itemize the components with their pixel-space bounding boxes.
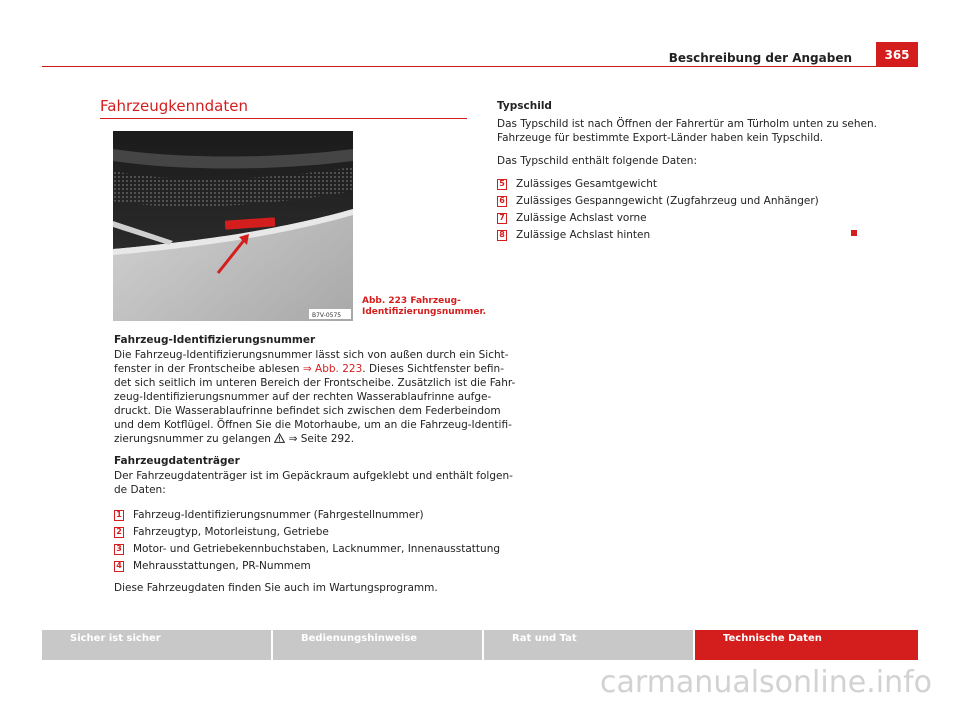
list-item: 3 Motor- und Getriebekennbuchstaben, Lacknummer, Innenausstattung bbox=[114, 542, 500, 556]
list-item: 6 Zulässiges Gespanngewicht (Zugfahrzeug und Anhänger) bbox=[497, 194, 819, 208]
section-end-marker bbox=[851, 230, 857, 236]
footer-tab-technische-daten[interactable]: Technische Daten bbox=[695, 630, 918, 660]
number-badge: 7 bbox=[497, 213, 507, 224]
number-badge: 4 bbox=[114, 561, 124, 572]
vin-line-5: druckt. Die Wasserablaufrinne befindet sich zwischen dem Federbeindom bbox=[114, 405, 501, 417]
datentraeger-heading: Fahrzeugdatenträger bbox=[114, 455, 240, 467]
vin-heading: Fahrzeug-Identifizierungsnummer bbox=[114, 334, 316, 346]
vin-line-3: det sich seitlich im unteren Bereich der Frontscheibe. Zusätzlich ist die Fahr- bbox=[114, 377, 516, 389]
number-badge: 8 bbox=[497, 230, 507, 241]
list-item: 2 Fahrzeugtyp, Motorleistung, Getriebe bbox=[114, 525, 329, 539]
warning-icon bbox=[274, 433, 285, 443]
number-badge: 3 bbox=[114, 544, 124, 555]
figure-ref-link[interactable]: ⇒ Abb. 223 bbox=[302, 363, 363, 375]
typschild-line-2: Fahrzeuge für bestimmte Export-Länder haben kein Typschild. bbox=[497, 132, 824, 144]
typschild-line-1: Das Typschild ist nach Öffnen der Fahrertür am Türholm unten zu sehen. bbox=[497, 118, 877, 130]
figure-code: B7V-0575 bbox=[312, 312, 342, 319]
number-badge: 1 bbox=[114, 510, 124, 521]
vin-line-2: fenster in der Frontscheibe ablesen ⇒ Abb. 223. Dieses Sichtfenster befin- bbox=[114, 363, 504, 375]
watermark: carmanualsonline.info bbox=[600, 665, 932, 700]
section-rule bbox=[100, 118, 467, 119]
footer-tab-rat[interactable]: Rat und Tat bbox=[484, 630, 693, 660]
vin-line-7: zierungsnummer zu gelangen ⇒ Seite 292. bbox=[114, 433, 355, 445]
header-rule bbox=[42, 66, 918, 67]
list-item: 7 Zulässige Achslast vorne bbox=[497, 211, 647, 225]
figure-caption: Abb. 223 Fahrzeug-Identifizierungsnummer. bbox=[362, 296, 487, 317]
number-badge: 5 bbox=[497, 179, 507, 190]
datentraeger-line-2: de Daten: bbox=[114, 484, 166, 496]
list-item: 1 Fahrzeug-Identifizierungsnummer (Fahrgestellnummer) bbox=[114, 508, 424, 522]
vin-line-6: und dem Kotflügel. Öffnen Sie die Motorhaube, um an die Fahrzeug-Identifi- bbox=[114, 419, 512, 431]
page-number: 365 bbox=[876, 42, 918, 67]
typschild-heading: Typschild bbox=[497, 100, 552, 112]
vin-line-1: Die Fahrzeug-Identifizierungsnummer lässt sich von außen durch ein Sicht- bbox=[114, 349, 509, 361]
footer-nav bbox=[42, 630, 918, 660]
figure-windshield-vin bbox=[113, 131, 353, 321]
list-item: 4 Mehrausstattungen, PR-Nummem bbox=[114, 559, 311, 573]
vin-line-4: zeug-Identifizierungsnummer auf der rechten Wasserablaufrinne aufge- bbox=[114, 391, 492, 403]
datentraeger-line-1: Der Fahrzeugdatenträger ist im Gepäckraum aufgeklebt und enthält folgen- bbox=[114, 470, 513, 482]
windshield-illustration bbox=[113, 131, 353, 321]
number-badge: 2 bbox=[114, 527, 124, 538]
page-ref-link[interactable]: ⇒ Seite 292. bbox=[285, 433, 355, 445]
number-badge: 6 bbox=[497, 196, 507, 207]
typschild-line-3: Das Typschild enthält folgende Daten: bbox=[497, 155, 697, 167]
list-item: 5 Zulässiges Gesamtgewicht bbox=[497, 177, 657, 191]
datentraeger-closing: Diese Fahrzeugdaten finden Sie auch im Wartungsprogramm. bbox=[114, 582, 438, 594]
footer-tab-bedienung[interactable]: Bedienungshinweise bbox=[273, 630, 482, 660]
list-item: 8 Zulässige Achslast hinten bbox=[497, 228, 650, 242]
running-header-title: Beschreibung der Angaben bbox=[668, 51, 852, 65]
section-title: Fahrzeugkenndaten bbox=[100, 97, 248, 115]
footer-tab-sicher[interactable]: Sicher ist sicher bbox=[42, 630, 271, 660]
